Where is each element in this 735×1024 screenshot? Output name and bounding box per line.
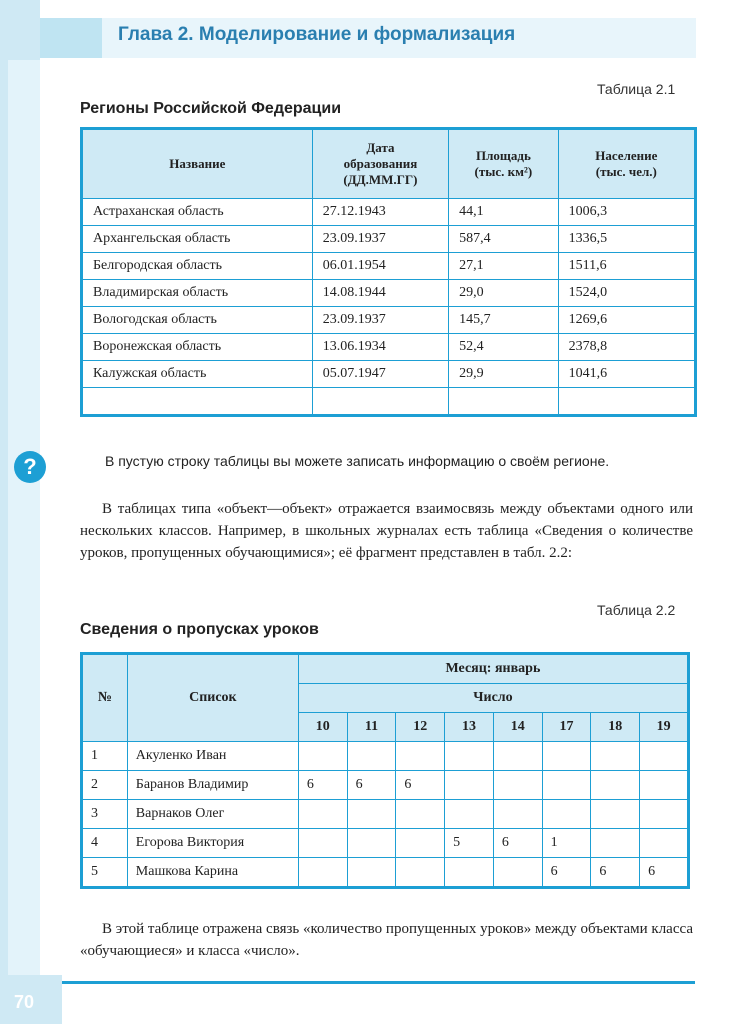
table-cell: Баранов Владимир — [127, 771, 298, 800]
table-cell: 44,1 — [449, 199, 559, 226]
table-cell: 05.07.1947 — [312, 361, 448, 388]
table-cell — [298, 800, 347, 829]
table-row — [82, 858, 689, 888]
day-header: 14 — [493, 713, 542, 742]
table-cell — [493, 771, 542, 800]
table-row — [82, 829, 689, 858]
table-cell: 1269,6 — [558, 307, 695, 334]
paragraph-2: В этой таблице отражена связь «количество пропущенных уроков» между объектами класса «обучающиеся» и класса «число». — [80, 921, 693, 959]
header-list: Список — [127, 654, 298, 742]
table-cell: 6 — [640, 858, 689, 888]
table-cell — [542, 742, 591, 771]
table-cell: Астраханская область — [82, 199, 313, 226]
table-1-title: Регионы Российской Федерации — [80, 100, 342, 117]
table-cell: Машкова Карина — [127, 858, 298, 888]
header-area — [449, 129, 559, 199]
table-header-row — [82, 654, 689, 684]
table-cell — [396, 800, 445, 829]
table-cell: 29,0 — [449, 280, 559, 307]
table-row — [82, 199, 696, 226]
table-cell — [445, 742, 494, 771]
table-cell: 14.08.1944 — [312, 280, 448, 307]
table-cell: 6 — [298, 771, 347, 800]
table-2-label: Таблица 2.2 — [597, 602, 676, 618]
table-cell: 1336,5 — [558, 226, 695, 253]
table-cell: Вологодская область — [82, 307, 313, 334]
table-cell: Акуленко Иван — [127, 742, 298, 771]
note-text: В пустую строку таблицы вы можете записать информацию о своём регионе. — [105, 453, 610, 469]
header-date-line-1: Дата — [366, 140, 395, 155]
table-cell — [591, 771, 640, 800]
table-cell — [640, 771, 689, 800]
table-cell: 27.12.1943 — [312, 199, 448, 226]
day-header: 11 — [347, 713, 396, 742]
table-cell: 23.09.1937 — [312, 307, 448, 334]
day-header: 10 — [298, 713, 347, 742]
table-cell: 6 — [591, 858, 640, 888]
header-area-line-1: Площадь — [475, 148, 531, 163]
table-cell: 3 — [82, 800, 128, 829]
footer-line — [40, 981, 695, 984]
paragraph-1: В таблицах типа «объект—объект» отражается взаимосвязь между объектами одного или нескольких классов. Например, в школьных журналах есть таблица «Сведения о количестве уроков, пропущенных обучающимися»; её фрагмент представлен в табл. 2.2: — [80, 501, 693, 561]
table-cell: 5 — [82, 858, 128, 888]
table-cell — [298, 742, 347, 771]
absences-table-body — [82, 742, 689, 888]
table-1-label: Таблица 2.1 — [597, 81, 676, 97]
table-cell — [493, 858, 542, 888]
table-cell: Воронежская область — [82, 334, 313, 361]
table-cell — [640, 829, 689, 858]
table-row — [82, 771, 689, 800]
header-area-line-2: (тыс. км²) — [474, 164, 533, 179]
table-cell — [396, 829, 445, 858]
header-date-line-3: (ДД.ММ.ГГ) — [343, 172, 418, 187]
table-header-row — [82, 129, 696, 199]
table-cell: 1 — [542, 829, 591, 858]
table-cell: 587,4 — [449, 226, 559, 253]
table-cell — [347, 742, 396, 771]
regions-table — [80, 127, 697, 417]
table-cell: 23.09.1937 — [312, 226, 448, 253]
table-cell: 145,7 — [449, 307, 559, 334]
table-cell: 6 — [347, 771, 396, 800]
header-date — [312, 129, 448, 199]
table-cell: 6 — [542, 858, 591, 888]
table-cell — [445, 800, 494, 829]
table-cell — [347, 800, 396, 829]
table-cell: 1524,0 — [558, 280, 695, 307]
header-accent — [40, 18, 102, 58]
table-cell — [347, 858, 396, 888]
day-header: 17 — [542, 713, 591, 742]
table-cell — [445, 771, 494, 800]
table-cell: Белгородская область — [82, 253, 313, 280]
header-population-line-2: (тыс. чел.) — [595, 164, 657, 179]
table-cell: 29,9 — [449, 361, 559, 388]
table-row — [82, 388, 696, 416]
header-name: Название — [82, 129, 313, 199]
table-row — [82, 334, 696, 361]
table-cell: 1041,6 — [558, 361, 695, 388]
table-row — [82, 226, 696, 253]
table-2-title: Сведения о пропусках уроков — [80, 621, 319, 638]
table-cell — [347, 829, 396, 858]
table-cell — [542, 771, 591, 800]
table-cell — [640, 742, 689, 771]
table-cell: 52,4 — [449, 334, 559, 361]
table-cell — [640, 800, 689, 829]
table-cell — [591, 742, 640, 771]
header-num: № — [82, 654, 128, 742]
table-cell: Владимирская область — [82, 280, 313, 307]
day-header: 12 — [396, 713, 445, 742]
table-cell — [542, 800, 591, 829]
table-cell — [591, 829, 640, 858]
table-cell: Калужская область — [82, 361, 313, 388]
table-cell: Егорова Виктория — [127, 829, 298, 858]
table-cell: 2378,8 — [558, 334, 695, 361]
header-population — [558, 129, 695, 199]
table-row — [82, 280, 696, 307]
day-header: 13 — [445, 713, 494, 742]
table-row — [82, 742, 689, 771]
page-number: 70 — [14, 992, 35, 1012]
header-month: Месяц: январь — [298, 654, 688, 684]
table-row — [82, 253, 696, 280]
side-strip-inner — [8, 60, 40, 990]
table-cell: 06.01.1954 — [312, 253, 448, 280]
table-cell — [493, 800, 542, 829]
table-cell: 27,1 — [449, 253, 559, 280]
table-cell — [82, 388, 313, 416]
table-cell — [493, 742, 542, 771]
table-cell: Архангельская область — [82, 226, 313, 253]
table-cell — [449, 388, 559, 416]
table-cell — [591, 800, 640, 829]
table-cell: 1511,6 — [558, 253, 695, 280]
question-icon: ? — [14, 451, 46, 483]
table-cell: 6 — [396, 771, 445, 800]
table-row — [82, 361, 696, 388]
table-cell: 1 — [82, 742, 128, 771]
table-cell: Варнаков Олег — [127, 800, 298, 829]
table-cell — [298, 829, 347, 858]
table-cell — [312, 388, 448, 416]
table-cell — [396, 858, 445, 888]
chapter-title: Глава 2. Моделирование и формализация — [118, 24, 516, 45]
header-population-line-1: Население — [595, 148, 658, 163]
table-row — [82, 307, 696, 334]
table-cell — [396, 742, 445, 771]
day-header: 18 — [591, 713, 640, 742]
table-row — [82, 800, 689, 829]
table-cell: 1006,3 — [558, 199, 695, 226]
header-day: Число — [298, 684, 688, 713]
table-cell: 2 — [82, 771, 128, 800]
day-header: 19 — [640, 713, 689, 742]
table-cell: 13.06.1934 — [312, 334, 448, 361]
regions-table-body — [82, 199, 696, 416]
table-cell — [445, 858, 494, 888]
table-cell: 4 — [82, 829, 128, 858]
table-cell: 5 — [445, 829, 494, 858]
header-date-line-2: образования — [343, 156, 418, 171]
absences-table — [80, 652, 690, 889]
table-cell: 6 — [493, 829, 542, 858]
table-cell — [558, 388, 695, 416]
table-cell — [298, 858, 347, 888]
